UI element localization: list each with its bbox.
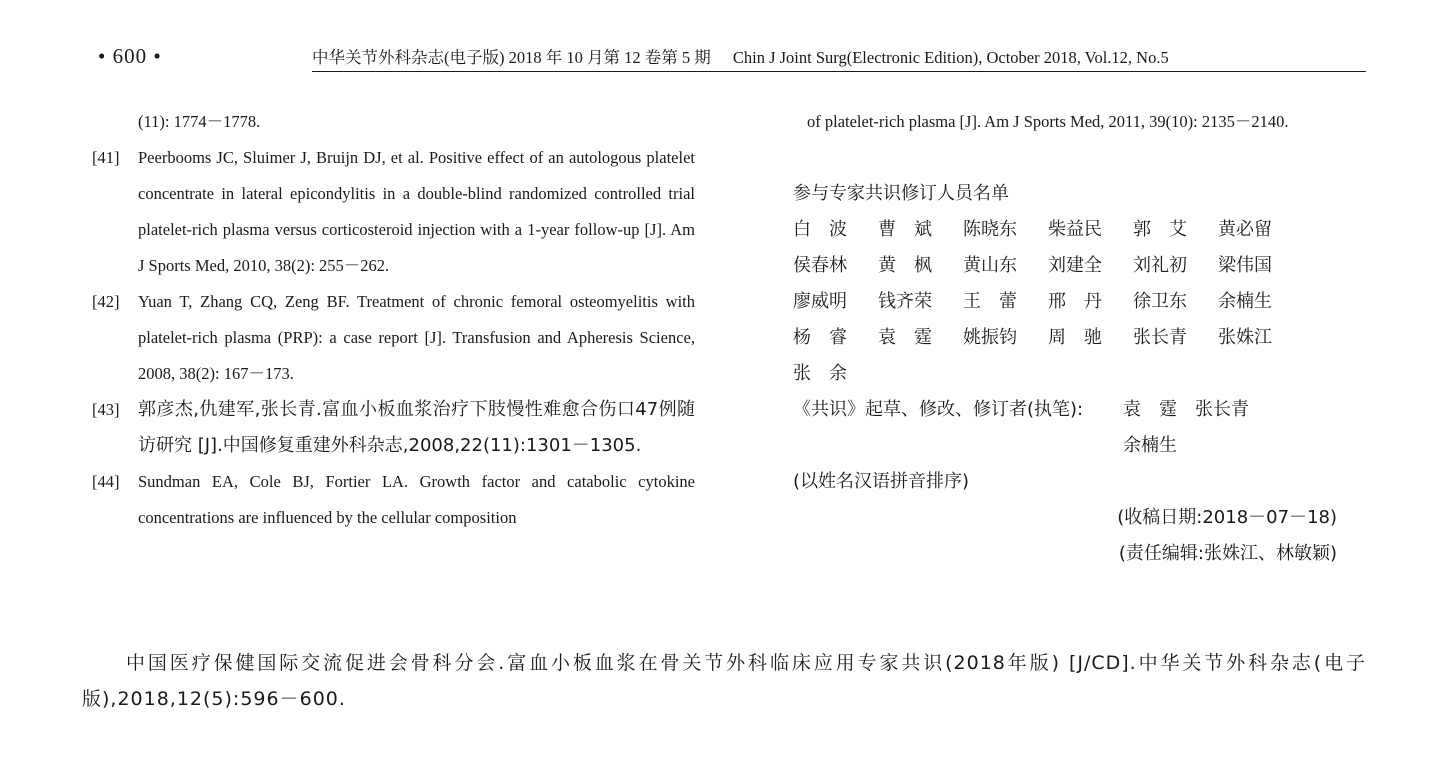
- page-number: • 600 •: [98, 44, 162, 68]
- reference-number: [43]: [92, 400, 120, 419]
- expert-name: 侯春林: [793, 255, 847, 276]
- expert-name: 张 余: [793, 363, 847, 384]
- reference-text: 郭彦杰,仇建军,张长青.富血小板血浆治疗下肢慢性难愈合伤口47例随访研究 [J].中国修复重建外科杂志,2008,22(11):1301－1305.: [138, 399, 695, 456]
- expert-name: 刘建全: [1048, 255, 1102, 276]
- expert-name: 王 蕾: [963, 291, 1017, 312]
- expert-name: 曹 斌: [878, 219, 932, 240]
- expert-name: 刘礼初: [1133, 255, 1187, 276]
- expert-name: 黄必留: [1218, 219, 1272, 240]
- expert-name: 余楠生: [1218, 291, 1272, 312]
- reference-text: Peerbooms JC, Sluimer J, Bruijn DJ, et al. Positive effect of an autologous platelet concentrate in lateral epicondylitis in a double-blind randomized controlled trial platelet-rich plasma versus corticosteroid injection with a 1-year follow-up [J]. Am J Sports Med, 2010, 38(2): 255－262.: [138, 148, 695, 275]
- reference-number: [41]: [92, 148, 120, 167]
- expert-name: 黄山东: [963, 255, 1017, 276]
- expert-name: 张姝江: [1218, 327, 1272, 348]
- drafters-names-line1: 袁 霆 张长青: [1123, 399, 1249, 420]
- order-note: (以姓名汉语拼音排序): [793, 471, 970, 492]
- drafters: [793, 392, 1365, 464]
- expert-name: 周 驰: [1048, 327, 1102, 348]
- expert-name-row: [793, 212, 1365, 248]
- citation-paragraph: 中国医疗保健国际交流促进会骨科分会.富血小板血浆在骨关节外科临床应用专家共识(2018年版) [J/CD].中华关节外科杂志(电子版),2018,12(5):596－600.: [82, 652, 1366, 710]
- expert-name: 姚振钧: [963, 327, 1017, 348]
- expert-name: 梁伟国: [1218, 255, 1272, 276]
- expert-name: 白 波: [793, 219, 847, 240]
- expert-name: 杨 睿: [793, 327, 847, 348]
- reference-42: [92, 284, 695, 392]
- reference-44: [92, 464, 695, 536]
- expert-name: 钱齐荣: [878, 291, 932, 312]
- received-date: (收稿日期:2018－07－18): [1117, 507, 1337, 528]
- expert-name: 郭 艾: [1133, 219, 1187, 240]
- expert-name: 柴益民: [1048, 219, 1102, 240]
- right-column: [793, 104, 1365, 572]
- expert-name: 陈晓东: [963, 219, 1017, 240]
- journal-title-en: Chin J Joint Surg(Electronic Edition), October 2018, Vol.12, No.5: [732, 48, 1169, 67]
- reference-44-continuation: of platelet-rich plasma [J]. Am J Sports Med, 2011, 39(10): 2135－2140.: [807, 112, 1289, 131]
- expert-name: 袁 霆: [878, 327, 932, 348]
- journal-title-cn: 中华关节外科杂志(电子版) 2018 年 10 月第 12 卷第 5 期: [312, 48, 711, 67]
- reference-43: [92, 392, 695, 464]
- reference-text: Yuan T, Zhang CQ, Zeng BF. Treatment of chronic femoral osteomyelitis with platelet-rich plasma (PRP): a case report [J]. Transfusion and Apheresis Science, 2008, 38(2): 167－173.: [138, 292, 695, 383]
- running-header: [312, 44, 1366, 72]
- expert-name: 张长青: [1133, 327, 1187, 348]
- reference-41: [92, 140, 695, 284]
- expert-name-list: [793, 212, 1365, 392]
- drafters-label: 《共识》起草、修改、修订者(执笔):: [793, 399, 1084, 420]
- expert-list-title: 参与专家共识修订人员名单: [793, 183, 1009, 204]
- reference-number: [44]: [92, 472, 120, 491]
- drafters-names-line2: 余楠生: [1123, 435, 1177, 456]
- expert-name: 廖威明: [793, 291, 847, 312]
- expert-name: 邢 丹: [1048, 291, 1102, 312]
- reference-number: [42]: [92, 292, 120, 311]
- expert-name-row: [793, 356, 1365, 392]
- reference-text: Sundman EA, Cole BJ, Fortier LA. Growth factor and catabolic cytokine concentrations are influenced by the cellular composition: [138, 472, 695, 527]
- expert-name-row: [793, 248, 1365, 284]
- responsible-editor: (责任编辑:张姝江、林敏颖): [1118, 543, 1337, 564]
- expert-name-row: [793, 284, 1365, 320]
- expert-name: 徐卫东: [1133, 291, 1187, 312]
- expert-name-row: [793, 320, 1365, 356]
- expert-name: 黄 枫: [878, 255, 932, 276]
- reference-40-continuation: (11): 1774－1778.: [138, 112, 261, 131]
- left-column: [92, 104, 695, 536]
